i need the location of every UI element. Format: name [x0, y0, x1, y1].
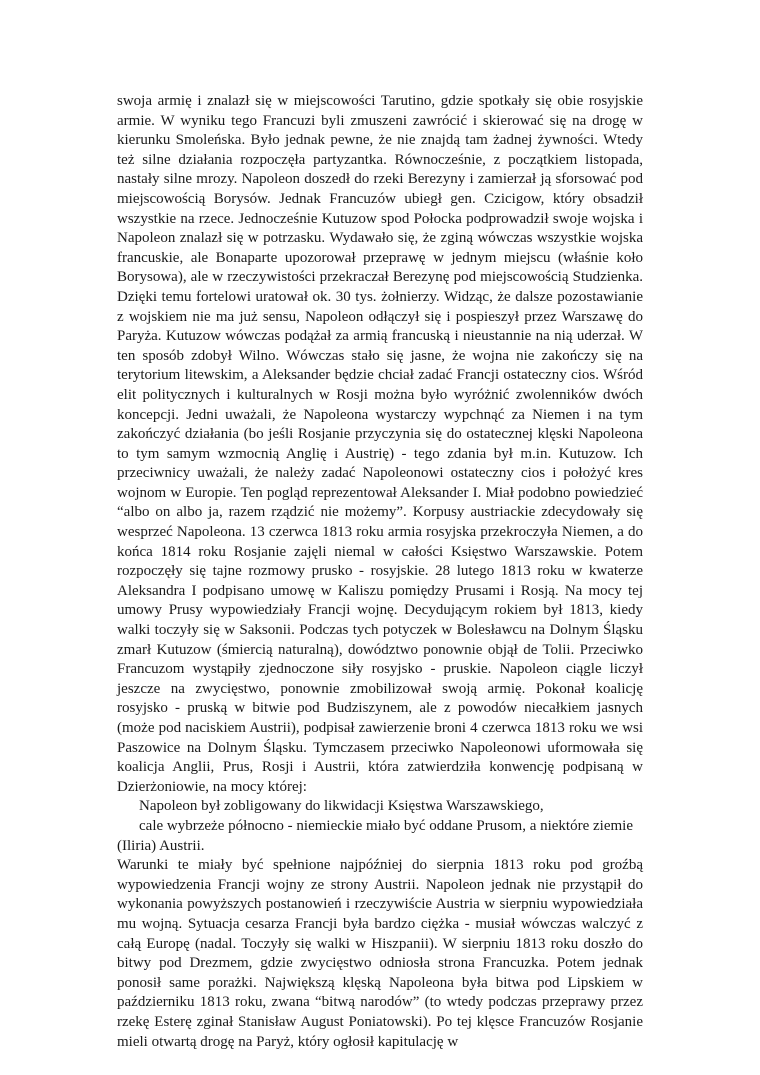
closing-paragraph: Warunki te miały być spełnione najpóźniej do sierpnia 1813 roku pod groźbą wypowiedzenia Francji wojny ze strony Austrii. Napoleon jednak nie przystąpił do wykonania powyższych postanowień i rzeczywiście Austria w sierpniu wypowiedziała mu wojną. Sytuacja cesarza Francji była bardzo ciężka - musiał wówczas walczyć z całą Europę (nadal. Toczyły się walki w Hiszpanii). W sierpniu 1813 roku doszło do bitwy pod Drezmem, gdzie zwycięstwo odniosła strona Francuzka. Potem jednak ponosił same porażki. Największą klęską Napoleona była bitwa pod Lipskiem w październiku 1813 roku, zwana “bitwą narodów” (to wtedy podczas przeprawy przez rzekę Esterę zginał Stanisław August Poniatowski). Po tej klęsce Francuzów Rosjanie mieli otwartą drogę na Paryż, który ogłosił kapitulację w	[117, 857, 643, 1050]
list-item: Napoleon był zobligowany do likwidacji Księstwa Warszawskiego,	[139, 798, 544, 815]
list-item: cale wybrzeże północno - niemieckie miało być oddane Prusom, a niektóre ziemie (Iliria) Austrii.	[117, 817, 633, 854]
body-paragraph: swoja armię i znalazł się w miejscowości Tarutino, gdzie spotkały się obie rosyjskie armie. W wyniku tego Francuzi byli zmuszeni zawrócić i skierować się na drogę w kierunku Smoleńska. Było jednak pewne, że nie znajdą tam żadnej żywności. Wtedy też silne działania rozpoczęła partyzantka. Równocześnie, z początkiem listopada, nastały silne mrozy. Napoleon doszedł do rzeki Berezyny i zamierzał ją sforsować pod miejscowością Borysów. Jednak Francuzów ubiegł gen. Czicigow, który obsadził wszystkie na rzece. Jednocześnie Kutuzow spod Połocka podprowadził swoje wojska i Napoleon znalazł się w potrzasku. Wydawało się, że zginą wówczas wszystkie wojska francuskie, ale Bonaparte upozorował przeprawę w jednym miejscu (właśnie koło Borysowa), ale w rzeczywistości przekraczał Berezynę pod miejscowością Studzienka. Dzięki temu fortelowi uratował ok. 30 tys. żołnierzy. Widząc, że dalsze pozostawianie z wojskiem nie ma już sensu, Napoleon odłączył się i pospieszył przez Warszawę do Paryża. Kutuzow wówczas podążał za armią francuską i nieustannie na nią uderzał. W ten sposób zdobył Wilno. Wówczas stało się jasne, że wojna nie zakończy się na terytorium litewskim, a Aleksander będzie chciał zadać Francji ostateczny cios. Wśród elit politycznych i kulturalnych w Rosji można było wyróżnić zwolenników dwóch koncepcji. Jedni uważali, że Napoleona wystarczy wypchnąć za Niemen i na tym zakończyć działania (bo jeśli Rosjanie przyczynia się do ostatecznej klęski Napoleona to tym samym wzmocnią Anglię i Austrię) - tego zdania był m.in. Kutuzow. Ich przeciwnicy uważali, że należy zadać Napoleonowi ostateczny cios i położyć kres wojnom w Europie. Ten pogląd reprezentował Aleksander I. Miał podobno powiedzieć “albo on albo ja, razem rządzić nie możemy”. Korpusy austriackie zdecydowały się wesprzeć Napoleona. 13 czerwca 1813 roku armia rosyjska przekroczyła Niemen, a do końca 1814 roku Rosjanie zajęli niemal w całości Księstwo Warszawskie. Potem rozpoczęły się tajne rozmowy prusko - rosyjskie. 28 lutego 1813 roku w kwaterze Aleksandra I podpisano umowę w Kaliszu pomiędzy Prusami i Rosją. Na mocy tej umowy Prusy wypowiedziały Francji wojnę. Decydującym rokiem był 1813, kiedy walki toczyły się w Saksonii. Podczas tych potyczek w Bolesławcu na Dolnym Śląsku zmarł Kutuzow (śmiercią naturalną), dowództwo ponownie objął de Tolii. Przeciwko Francuzom wystąpiły zjednoczone siły rosyjsko - pruskie. Napoleon ciągle liczył jeszcze na zwycięstwo, ponownie zmobilizował swoją armię. Pokonał koalicję rosyjsko - pruską w bitwie pod Budziszynem, ale z powodów niecałkiem jasnych (może pod naciskiem Austrii), podpisał zawierzenie broni 4 czerwca 1813 roku we wsi Paszowice na Dolnym Śląsku. Tymczasem przeciwko Napoleonowi uformowała się koalicja Anglii, Prus, Rosji i Austrii, która zatwierdziła konwencję podpisaną w Dzierżoniowie, na mocy której:	[117, 93, 643, 795]
document-page	[117, 92, 643, 1052]
